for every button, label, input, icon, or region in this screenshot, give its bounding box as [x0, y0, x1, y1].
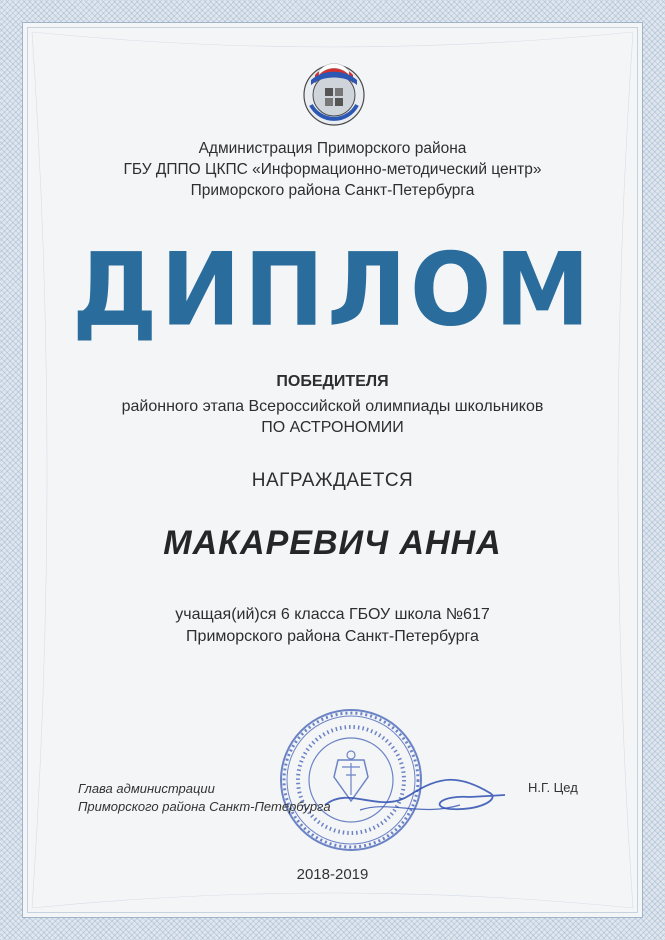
signatory-name: Н.Г. Цед	[528, 780, 578, 795]
signatory-position-line-2: Приморского района Санкт-Петербурга	[78, 799, 331, 814]
issuer-line-3: Приморского района Санкт-Петербурга	[190, 182, 475, 199]
issuer-line-2: ГБУ ДППО ЦКПС «Информационно-методический центр»	[123, 161, 542, 178]
signature-icon	[320, 765, 510, 825]
diploma-title: ДИПЛОМ	[71, 231, 594, 349]
competition-line-1: районного этапа Всероссийской олимпиады школьников	[121, 398, 544, 415]
signatory-position	[78, 780, 331, 816]
awarded-label: НАГРАЖДАЕТСЯ	[251, 470, 414, 491]
issuer-line-1: Администрация Приморского района	[198, 140, 467, 157]
winner-label: ПОБЕДИТЕЛЯ	[276, 373, 389, 390]
recipient-description	[0, 604, 665, 648]
issuer-block	[0, 138, 665, 201]
olympiad-emblem-icon	[295, 55, 373, 133]
description-line-2: Приморского района Санкт-Петербурга	[186, 628, 479, 645]
recipient-name: МАКАРЕВИЧ АННА	[163, 524, 502, 562]
description-line-1: учащая(ий)ся 6 класса ГБОУ школа №617	[175, 606, 490, 623]
competition-subject: ПО АСТРОНОМИИ	[261, 419, 404, 436]
competition-block	[0, 396, 665, 438]
academic-year: 2018-2019	[296, 866, 369, 883]
signatory-position-line-1: Глава администрации	[78, 781, 215, 796]
